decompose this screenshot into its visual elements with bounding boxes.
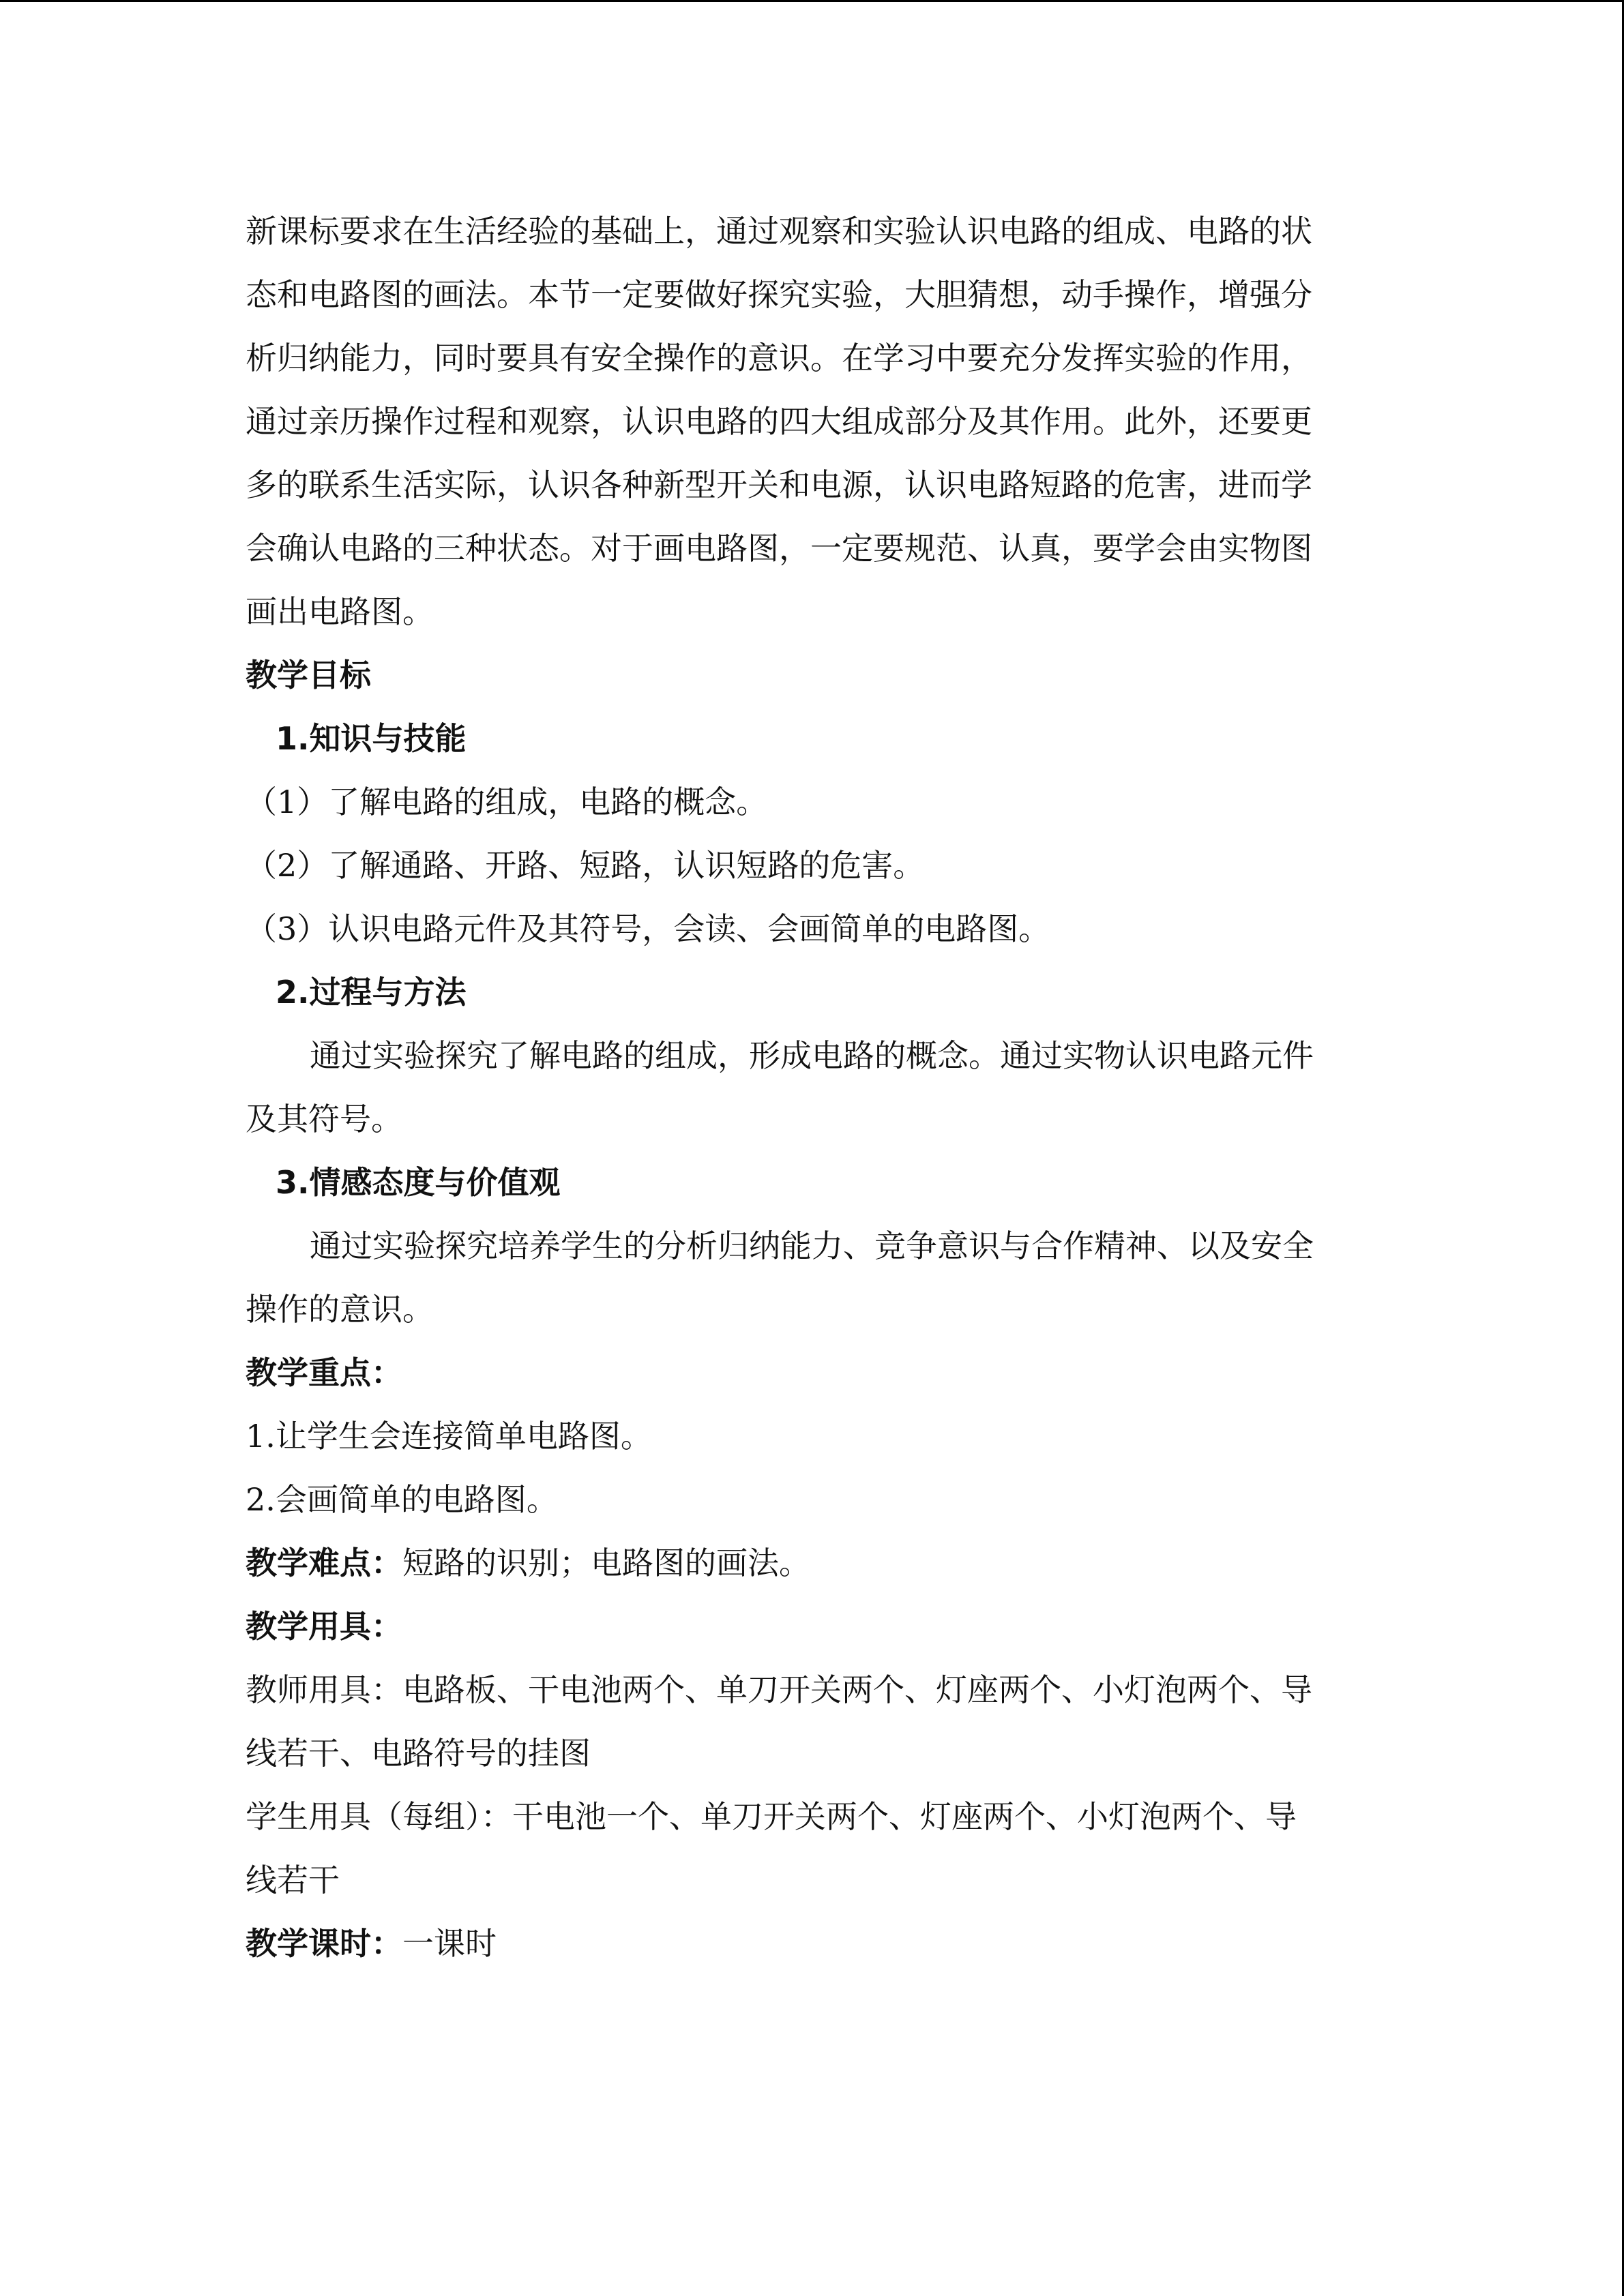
emotion-heading: 3.情感态度与价值观: [276, 1164, 561, 1201]
knowledge-item: （1）了解电路的组成，电路的概念。: [246, 784, 768, 820]
student-tools-line: 线若干: [246, 1862, 340, 1898]
intro-line: 多的联系生活实际，认识各种新型开关和电源，认识电路短路的危害，进而学: [246, 466, 1312, 503]
process-line: 通过实验探究了解电路的组成，形成电路的概念。通过实物认识电路元件: [310, 1037, 1314, 1074]
intro-line: 通过亲历操作过程和观察，认识电路的四大组成部分及其作用。此外，还要更: [246, 403, 1312, 440]
knowledge-item: （3）认识电路元件及其符号，会读、会画简单的电路图。: [246, 910, 1050, 947]
difficulty-line: [246, 1532, 1364, 1595]
intro-line: 会确认电路的三种状态。对于画电路图，一定要规范、认真，要学会由实物图: [246, 530, 1312, 567]
hours-text: 一课时: [402, 1925, 497, 1962]
teacher-tools-line: 线若干、电路符号的挂图: [246, 1735, 591, 1772]
process-heading: 2.过程与方法: [276, 974, 467, 1011]
intro-line: 画出电路图。: [246, 593, 434, 630]
key-point-item: 2.会画简单的电路图。: [246, 1481, 558, 1518]
emotion-line: 通过实验探究培养学生的分析归纳能力、竞争意识与合作精神、以及安全: [310, 1227, 1314, 1264]
knowledge-heading: 1.知识与技能: [276, 720, 467, 757]
intro-line: 析归纳能力，同时要具有安全操作的意识。在学习中要充分发挥实验的作用，: [246, 340, 1312, 376]
intro-line: 态和电路图的画法。本节一定要做好探究实验，大胆猜想，动手操作，增强分: [246, 276, 1312, 313]
difficulty-text: 短路的识别；电路图的画法。: [402, 1545, 810, 1581]
hours-label: 教学课时：: [246, 1925, 402, 1962]
knowledge-item: （2）了解通路、开路、短路，认识短路的危害。: [246, 847, 925, 884]
tools-heading: 教学用具：: [246, 1608, 402, 1645]
objectives-heading: 教学目标: [246, 657, 371, 694]
intro-paragraph: [246, 200, 1364, 644]
intro-line: 新课标要求在生活经验的基础上，通过观察和实验认识电路的组成、电路的状: [246, 213, 1312, 250]
document-body: [246, 200, 1364, 1976]
student-tools-line: 学生用具（每组）：干电池一个、单刀开关两个、灯座两个、小灯泡两个、导: [246, 1798, 1297, 1835]
emotion-line: 操作的意识。: [246, 1291, 434, 1328]
difficulty-label: 教学难点：: [246, 1545, 402, 1581]
process-line: 及其符号。: [246, 1101, 402, 1137]
key-point-item: 1.让学生会连接简单电路图。: [246, 1418, 652, 1455]
hours-line: [246, 1912, 1364, 1976]
teacher-tools-line: 教师用具：电路板、干电池两个、单刀开关两个、灯座两个、小灯泡两个、导: [246, 1671, 1312, 1708]
key-points-heading: 教学重点：: [246, 1354, 402, 1391]
